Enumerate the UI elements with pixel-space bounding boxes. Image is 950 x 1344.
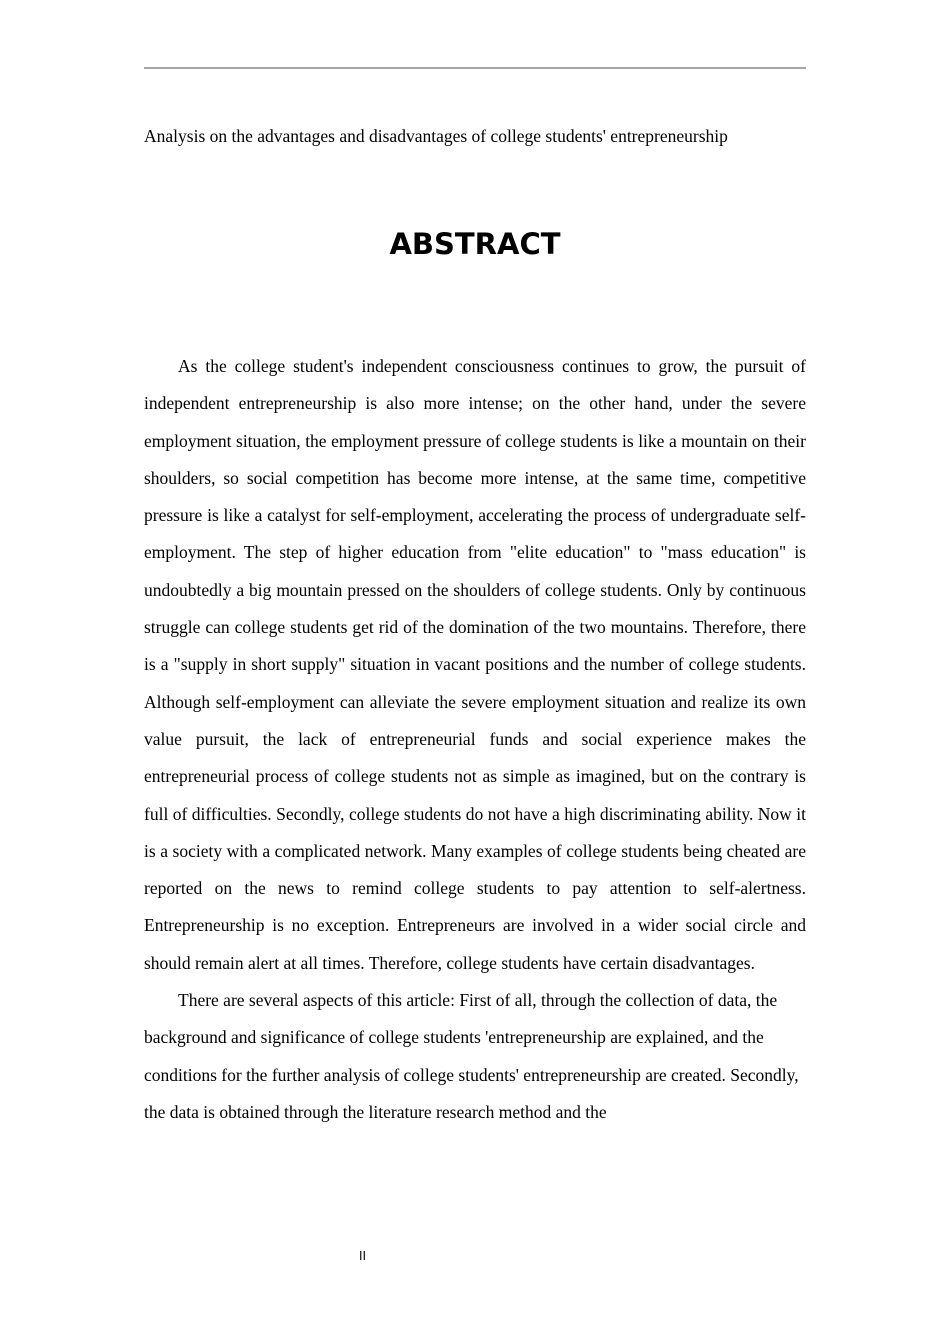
page-number: II [359,1249,367,1263]
abstract-body [144,348,806,1131]
header-rule [144,67,806,69]
running-title: Analysis on the advantages and disadvantages of college students' entrepreneurship [144,126,728,146]
abstract-paragraph: As the college student's independent consciousness continues to grow, the pursuit of independent entrepreneurship is also more intense; on the other hand, under the severe employment situation, the employment pressure of college students is like a mountain on their shoulders, so social competition has become more intense, at the same time, competitive pressure is like a catalyst for self-employment, accelerating the process of undergraduate self-employment. The step of higher education from "elite education" to "mass education" is undoubtedly a big mountain pressed on the shoulders of college students. Only by continuous struggle can college students get rid of the domination of the two mountains. Therefore, there is a "supply in short supply" situation in vacant positions and the number of college students. Although self-employment can alleviate the severe employment situation and realize its own value pursuit, the lack of entrepreneurial funds and social experience makes the entrepreneurial process of college students not as simple as imagined, but on the contrary is full of difficulties. Secondly, college students do not have a high discriminating ability. Now it is a society with a complicated network. Many examples of college students being cheated are reported on the news to remind college students to pay attention to self-alertness. Entrepreneurship is no exception. Entrepreneurs are involved in a wider social circle and should remain alert at all times. Therefore, college students have certain disadvantages. [144,356,806,973]
abstract-heading: ABSTRACT [389,227,561,261]
abstract-paragraph: There are several aspects of this article: First of all, through the collection of data, the background and significance of college students 'entrepreneurship are explained, and the conditions for the further analysis of college students' entrepreneurship are created. Secondly, the data is obtained through the literature research method and the [144,990,799,1122]
